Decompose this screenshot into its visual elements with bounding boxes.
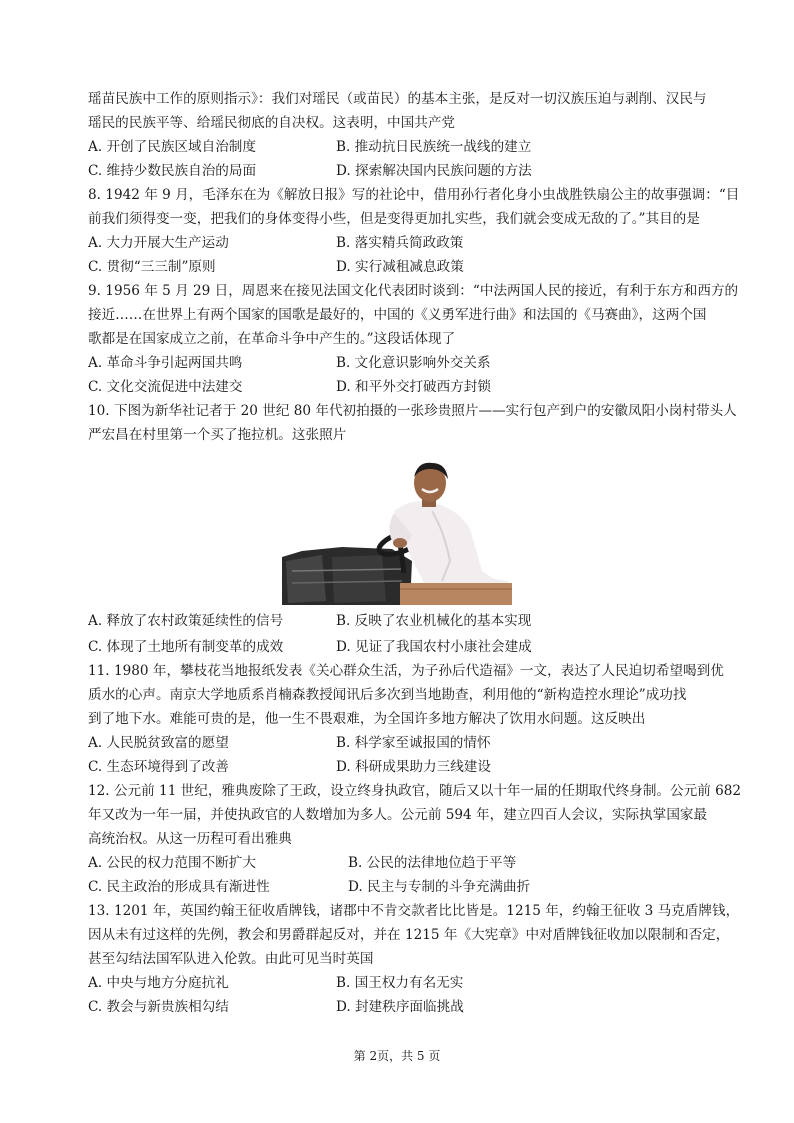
question-13-text: 因从未有过这样的先例，教会和男爵群起反对，并在 1215 年《大宪章》中对盾牌钱征收加以限制和否定， [88, 927, 730, 943]
question-12-text: 高统治权。从这一历程可看出雅典 [88, 831, 292, 847]
question-12-text: 年又改为一年一届，并使执政官的人数增加为多人。公元前 594 年，建立四百人会议，实际执掌国家最 [88, 807, 708, 823]
question-10-text: 严宏昌在村里第一个买了拖拉机。这张照片 [88, 427, 347, 443]
question-11-text: 到了地下水。难能可贵的是，他一生不畏艰难，为全国许多地方解决了饮用水问题。这反映出 [88, 711, 646, 727]
option-d: D. 科研成果助力三线建设 [336, 759, 491, 775]
option-c: C. 生态环境得到了改善 [88, 759, 229, 775]
question-13-text: 13. 1201 年，英国约翰王征收盾牌钱，诸郡中不肯交款者比比皆是。1215 年，约翰王征收 3 马克盾牌钱， [88, 903, 740, 919]
option-b: B. 国王权力有名无实 [336, 975, 464, 991]
option-d: D. 民主与专制的斗争充满曲折 [348, 879, 531, 895]
question-12-text: 12. 公元前 11 世纪，雅典废除了王政，设立终身执政官，随后又以十年一届的任期取代终身制。公元前 682 [88, 783, 742, 799]
question-10-text: 10. 下图为新华社记者于 20 世纪 80 年代初拍摄的一张珍贵照片——实行包产到户的安徽凤阳小岗村带头人 [88, 403, 737, 419]
option-d: D. 探索解决国内民族问题的方法 [336, 163, 532, 179]
option-b: B. 公民的法律地位趋于平等 [348, 855, 517, 871]
option-a: A. 中央与地方分庭抗礼 [88, 975, 229, 991]
option-a: A. 人民脱贫致富的愿望 [88, 735, 229, 751]
question-9-text: 9. 1956 年 5 月 29 日，周恩来在接见法国文化代表团时谈到：“中法两国人民的接近，有利于东方和西方的 [88, 283, 739, 299]
option-b: B. 科学家至诚报国的情怀 [336, 735, 491, 751]
option-b: B. 反映了农业机械化的基本实现 [336, 613, 532, 629]
option-c: C. 教会与新贵族相勾结 [88, 999, 229, 1015]
option-c: C. 贯彻“三三制”原则 [88, 259, 216, 275]
option-c: C. 民主政治的形成具有渐进性 [88, 879, 270, 895]
option-a: A. 释放了农村政策延续性的信号 [88, 613, 284, 629]
question-13-text: 甚至勾结法国军队进入伦敦。由此可见当时英国 [88, 951, 374, 967]
option-c: C. 体现了土地所有制变革的成效 [88, 639, 284, 655]
option-d: D. 和平外交打破西方封锁 [336, 379, 491, 395]
option-d: D. 实行减租减息政策 [336, 259, 464, 275]
option-b: B. 推动抗日民族统一战线的建立 [336, 139, 532, 155]
question-11-text: 11. 1980 年，攀枝花当地报纸发表《关心群众生活，为子孙后代造福》一文，表达了人民迫切希望喝到优 [88, 663, 724, 679]
option-a: A. 革命斗争引起两国共鸣 [88, 355, 243, 371]
question-8-text: 前我们须得变一变，把我们的身体变得小些，但是变得更加扎实些，我们就会变成无敌的了。”其目的是 [88, 211, 700, 227]
question-8-text: 8. 1942 年 9 月，毛泽东在为《解放日报》写的社论中，借用孙行者化身小虫战胜铁扇公主的故事强调：“目 [88, 187, 740, 203]
option-a: A. 开创了民族区域自治制度 [88, 139, 256, 155]
question-11-text: 质水的心声。南京大学地质系肖楠森教授闻讯后多次到当地勘查，利用他的“新构造控水理论”成功找 [88, 687, 687, 703]
option-d: D. 见证了我国农村小康社会建成 [336, 639, 532, 655]
question-text-line: 瑶民的民族平等、给瑶民彻底的自决权。这表明，中国共产党 [88, 115, 456, 131]
option-b: B. 落实精兵简政政策 [336, 235, 464, 251]
option-c: C. 维持少数民族自治的局面 [88, 163, 257, 179]
option-a: A. 大力开展大生产运动 [88, 235, 229, 251]
option-b: B. 文化意识影响外交关系 [336, 355, 491, 371]
option-a: A. 公民的权力范围不断扩大 [88, 855, 256, 871]
page-number: 第 2页，共 5 页 [353, 1049, 441, 1063]
question-9-text: 接近……在世界上有两个国家的国歌是最好的，中国的《义勇军进行曲》和法国的《马赛曲》，这两个国 [88, 307, 707, 323]
question-9-text: 歌都是在国家成立之前，在革命斗争中产生的。”这段话体现了 [88, 331, 456, 347]
tractor-photo [282, 451, 512, 605]
option-c: C. 文化交流促进中法建交 [88, 379, 243, 395]
question-text-line: 瑶苗民族中工作的原则指示》：我们对瑶民（或苗民）的基本主张，是反对一切汉族压迫与剥削、汉民与 [88, 91, 707, 107]
option-d: D. 封建秩序面临挑战 [336, 999, 464, 1015]
